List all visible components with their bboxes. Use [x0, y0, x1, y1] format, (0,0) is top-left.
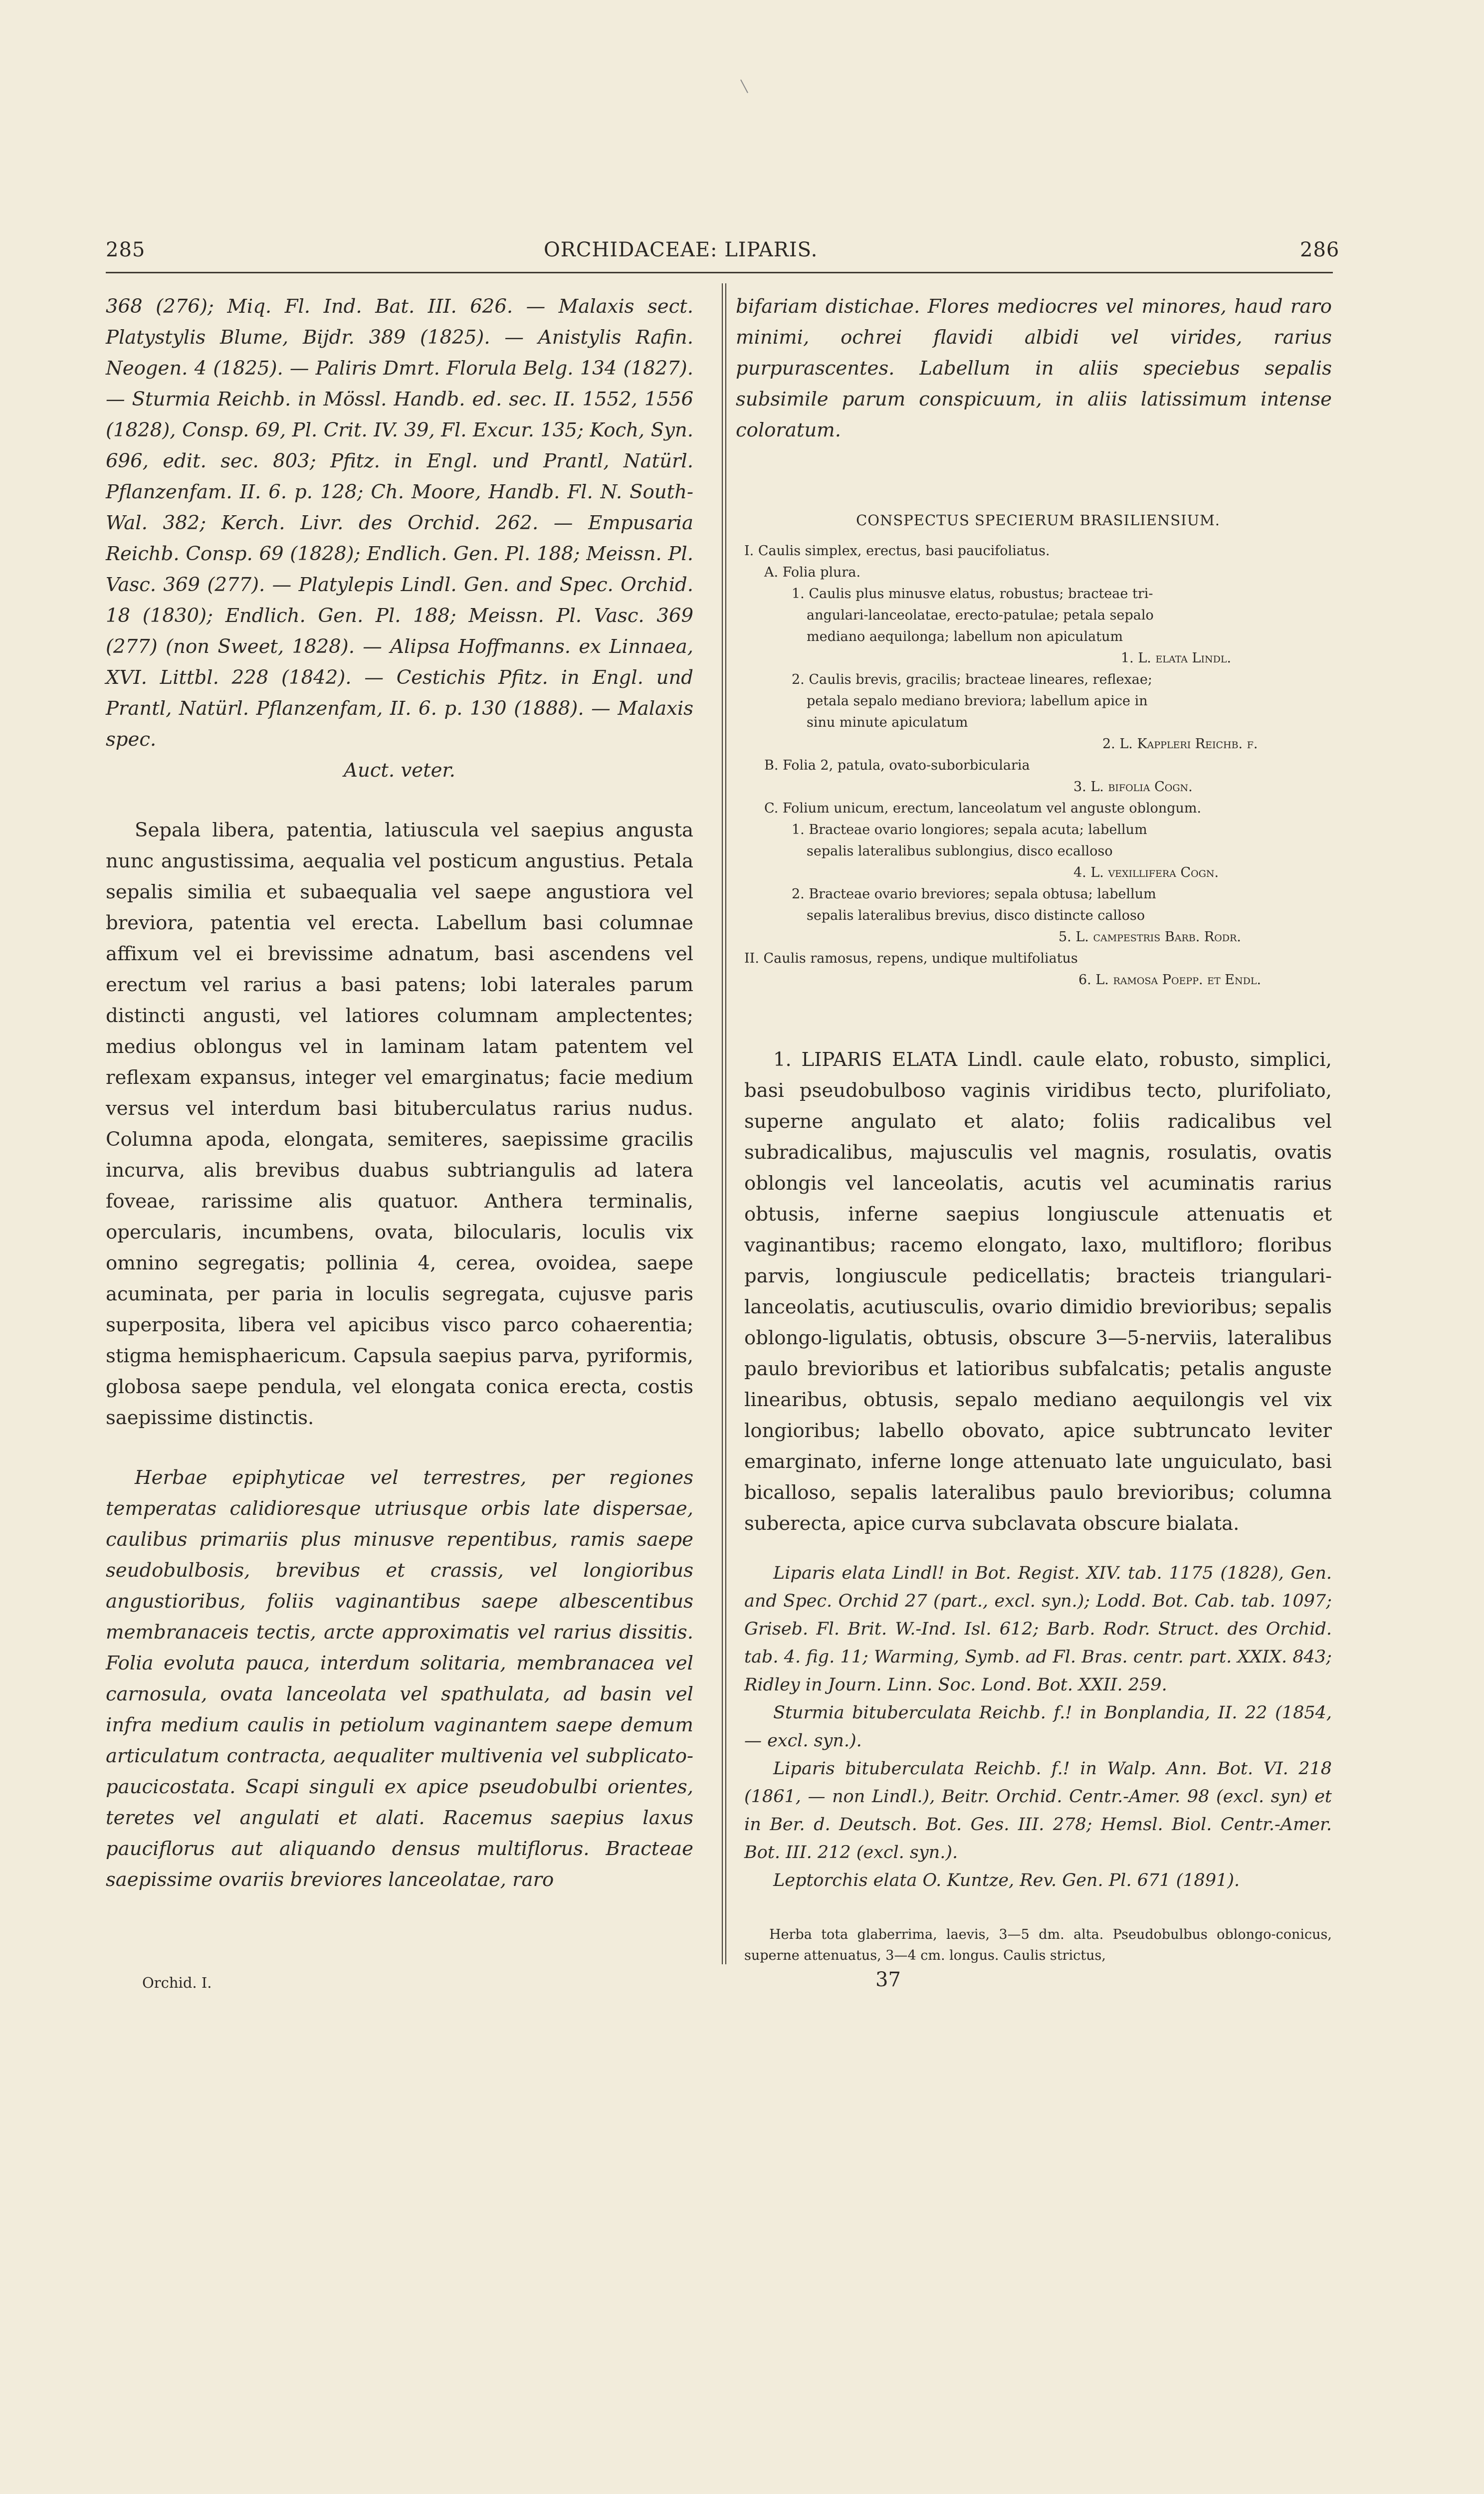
page-signature: 37	[875, 1968, 901, 1991]
key-line: 2. Bracteae ovario breviores; sepala obtusa; labellum	[792, 886, 1156, 902]
right-column-intro	[736, 291, 1332, 446]
header-rule	[106, 272, 1333, 273]
citation: Sturmia bituberculata Reichb. f.! in Bonplandia, II. 22 (1854, — excl. syn.).	[744, 1703, 1332, 1751]
stray-mark	[740, 79, 748, 93]
species-description: 1. LIPARIS ELATA Lindl. caule elato, robusto, simplici, basi pseudobulboso vaginis viridibus tecto, plurifoliato, superne angulato et alato; foliis radicalibus vel subradicalibus, majusculis vel magnis, rosulatis, ovatis oblongis vel lanceolatis, acutis vel acuminatis rarius obtusis, inferne saepius longiuscule attenuatis et vaginantibus; racemo elongato, laxo, multifloro; floribus parvis, longiuscule pedicellatis; bracteis triangulari-lanceolatis, acutiusculis, ovario dimidio brevioribus; sepalis oblongo-ligulatis, obtusis, obscure 3—5-nerviis, lateralibus paulo brevioribus et latioribus subfalcatis; petalis anguste linearibus, obtusis, sepalo mediano aequilongis vel vix longioribus; labello obovato, apice subtruncato leviter emarginato, inferne longe attenuato late unguiculato, basi bicalloso, sepalis lateralibus paulo brevioribus; columna suberecta, apice curva subclavata obscure bialata.	[744, 1048, 1332, 1535]
key-line: mediano aequilonga; labellum non apiculatum	[807, 629, 1123, 644]
key-species: 5. L. campestris Barb. Rodr.	[1059, 929, 1241, 945]
key-species: 1. L. elata Lindl.	[1121, 650, 1232, 666]
herba-note: Herba tota glaberrima, laevis, 3—5 dm. alta. Pseudobulbus oblongo-conicus, superne attenuatus, 3—4 cm. longus. Caulis strictus,	[744, 1927, 1332, 1963]
key-line: sinu minute apiculatum	[807, 715, 968, 730]
key-line: B. Folia 2, patula, ovato-suborbicularia	[764, 758, 1030, 773]
conspectus	[744, 510, 1332, 991]
right-column-species	[744, 1044, 1332, 1894]
key-line: 1. Bracteae ovario longiores; sepala acuta; labellum	[792, 822, 1147, 837]
signature-mark: Orchid. I.	[142, 1974, 212, 1991]
left-column	[106, 291, 693, 1895]
synonymy: 368 (276); Miq. Fl. Ind. Bat. III. 626. — Malaxis sect. Platystylis Blume, Bijdr. 389 (1825). — Anistylis Rafin. Neogen. 4 (1825). — Paliris Dmrt. Florula Belg. 134 (1827). — Sturmia Reichb. in Mössl. Handb. ed. sec. II. 1552, 1556 (1828), Consp. 69, Pl. Crit. IV. 39, Fl. Excur. 135; Koch, Syn. 696, edit. sec. 803; Pfitz. in Engl. und Prantl, Natürl. Pflanzenfam. II. 6. p. 128; Ch. Moore, Handb. Fl. N. South-Wal. 382; Kerch. Livr. des Orchid. 262. — Empusaria Reichb. Consp. 69 (1828); Endlich. Gen. Pl. 188; Meissn. Pl. Vasc. 369 (277). — Platylepis Lindl. Gen. and Spec. Orchid. 18 (1830); Endlich. Gen. Pl. 188; Meissn. Pl. Vasc. 369 (277) (non Sweet, 1828). — Alipsa Hoffmanns. ex Linnaea, XVI. Littbl. 228 (1842). — Cestichis Pfitz. in Engl. und Prantl, Natürl. Pflanzenfam, II. 6. p. 130 (1888). — Malaxis spec.	[106, 295, 693, 751]
key-line: petala sepalo mediano breviora; labellum apice in	[807, 693, 1148, 709]
citation: Leptorchis elata O. Kuntze, Rev. Gen. Pl. 671 (1891).	[773, 1870, 1240, 1890]
conspectus-title: CONSPECTUS SPECIERUM BRASILIENSIUM.	[856, 512, 1220, 529]
page-number-left: 285	[106, 238, 146, 261]
habit-continued: bifariam distichae. Flores mediocres vel minores, haud raro minimi, ochrei flavidi albidi vel virides, rarius purpurascentes. Labellum in aliis speciebus sepalis subsimile parum conspicuum, in aliis latissimum intense coloratum.	[736, 295, 1332, 441]
column-divider	[722, 283, 723, 1964]
key-line: I. Caulis simplex, erectus, basi paucifoliatus.	[744, 543, 1050, 559]
key-line: sepalis lateralibus sublongius, disco ecalloso	[807, 843, 1113, 859]
key-species: 3. L. bifolia Cogn.	[1073, 779, 1193, 795]
key-species: 6. L. ramosa Poepp. et Endl.	[1078, 972, 1262, 988]
running-title: ORCHIDACEAE: LIPARIS.	[544, 238, 818, 261]
citation: Liparis elata Lindl! in Bot. Regist. XIV. tab. 1175 (1828), Gen. and Spec. Orchid 27 (part., excl. syn.); Lodd. Bot. Cab. tab. 1097; Griseb. Fl. Brit. W.-Ind. Isl. 612; Barb. Rodr. Struct. des Orchid. tab. 4. fig. 11; Warming, Symb. ad Fl. Bras. centr. part. XXIX. 843; Ridley in Journ. Linn. Soc. Lond. Bot. XXII. 259.	[744, 1563, 1332, 1695]
key-species: 2. L. Kappleri Reichb. f.	[1102, 736, 1258, 752]
key-line: C. Folium unicum, erectum, lanceolatum vel anguste oblongum.	[764, 801, 1202, 816]
key-species: 4. L. vexillifera Cogn.	[1073, 865, 1219, 880]
column-divider-2	[725, 283, 726, 1964]
key-line: II. Caulis ramosus, repens, undique multifoliatus	[744, 951, 1078, 966]
key-line: A. Folia plura.	[764, 565, 861, 580]
key-line: angulari-lanceolatae, erecto-patulae; petala sepalo	[807, 608, 1154, 623]
key-line: 2. Caulis brevis, gracilis; bracteae lineares, reflexae;	[792, 672, 1152, 687]
synonymy-end: Auct. veter.	[344, 759, 455, 782]
key-line: sepalis lateralibus brevius, disco distincte calloso	[807, 908, 1145, 923]
page-number-right: 286	[1300, 238, 1340, 261]
citation: Liparis bituberculata Reichb. f.! in Walp. Ann. Bot. VI. 218 (1861, — non Lindl.), Beitr. Orchid. Centr.-Amer. 98 (excl. syn) et in Ber. d. Deutsch. Bot. Ges. III. 278; Hemsl. Biol. Centr.-Amer. Bot. III. 212 (excl. syn.).	[744, 1759, 1332, 1863]
key-line: 1. Caulis plus minusve elatus, robustus; bracteae tri-	[792, 586, 1153, 602]
genus-description: Sepala libera, patentia, latiuscula vel saepius angusta nunc angustissima, aequalia vel posticum angustius. Petala sepalis similia et subaequalia vel saepe angustiora vel breviora, patentia vel erecta. Labellum basi columnae affixum vel ei brevissime adnatum, basi ascendens vel erectum vel rarius a basi patens; lobi laterales parum distincti angusti, vel latiores columnam amplectentes; medius oblongus vel in laminam latam patentem vel reflexam expansus, integer vel emarginatus; facie medium versus vel interdum basi bituberculatus rarius nudus. Columna apoda, elongata, semiteres, saepissime gracilis incurva, alis brevibus duabus subtriangulis ad latera foveae, rarissime alis quatuor. Anthera terminalis, opercularis, incumbens, ovata, bilocularis, loculis vix omnino segregatis; pollinia 4, cerea, ovoidea, saepe acuminata, per paria in loculis segregata, cujusve paris superposita, libera vel apicibus visco parco cohaerentia; stigma hemisphaericum. Capsula saepius parva, pyriformis, globosa saepe pendula, vel elongata conica erecta, costis saepissime distinctis.	[106, 819, 693, 1429]
habit-description: Herbae epiphyticae vel terrestres, per regiones temperatas calidioresque utriusque orbis late dispersae, caulibus primariis plus minusve repentibus, ramis saepe seudobulbosis, brevibus et crassis, vel longioribus angustioribus, foliis vaginantibus saepe albescentibus membranaceis tectis, arcte approximatis vel rarius dissitis. Folia evoluta pauca, interdum solitaria, membranacea vel carnosula, ovata lanceolata vel spathulata, ad basin vel infra medium caulis in petiolum vaginantem saepe demum articulatum contracta, aequaliter multivenia vel subplicato-paucicostata. Scapi singuli ex apice pseudobulbi orientes, teretes vel angulati et alati. Racemus saepius laxus pauciflorus aut aliquando densus multiflorus. Bracteae saepissime ovariis breviores lanceolatae, raro	[106, 1466, 693, 1891]
